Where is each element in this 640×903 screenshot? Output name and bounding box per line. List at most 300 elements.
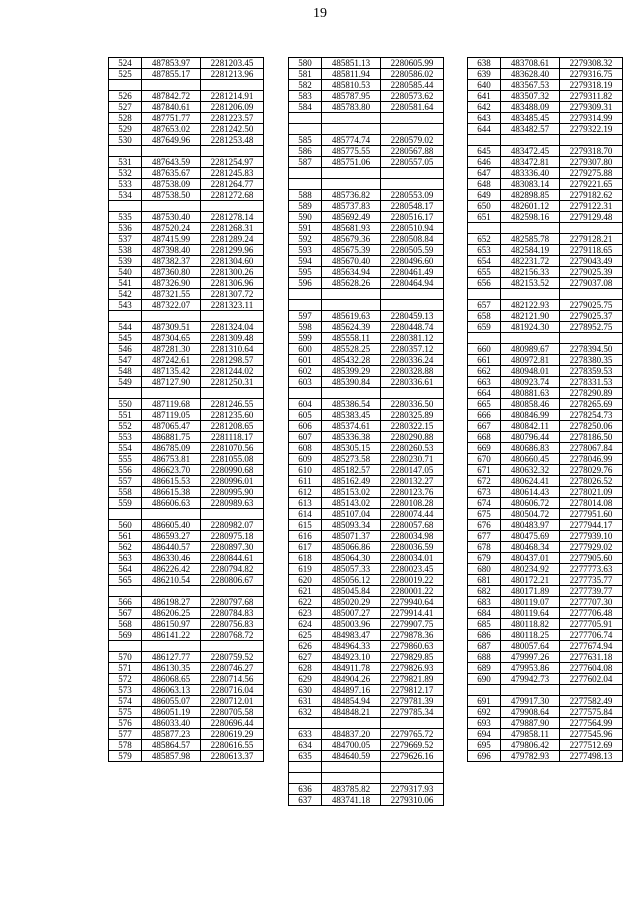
point-number-cell: 664 (468, 388, 501, 399)
y-coordinate-cell: 2279318.19 (560, 80, 623, 91)
x-coordinate-cell (322, 773, 381, 784)
y-coordinate-cell: 2280036.59 (381, 542, 444, 553)
y-coordinate-cell: 2278394.50 (560, 344, 623, 355)
x-coordinate-cell: 486033.40 (142, 718, 201, 729)
table-row (289, 256, 444, 267)
point-number-cell: 579 (109, 751, 142, 762)
x-coordinate-cell: 480614.43 (501, 487, 560, 498)
point-number-cell: 558 (109, 487, 142, 498)
point-number-cell: 628 (289, 663, 322, 674)
table-row (109, 179, 264, 190)
table-row (289, 740, 444, 751)
point-number-cell (289, 289, 322, 300)
table-row (109, 586, 264, 597)
y-coordinate-cell (201, 80, 264, 91)
table-row (468, 575, 623, 586)
point-number-cell: 560 (109, 520, 142, 531)
x-coordinate-cell (322, 718, 381, 729)
x-coordinate-cell: 486615.53 (142, 476, 201, 487)
table-row (468, 366, 623, 377)
x-coordinate-cell: 485783.80 (322, 102, 381, 113)
y-coordinate-cell: 2281213.96 (201, 69, 264, 80)
table-row (289, 322, 444, 333)
point-number-cell: 669 (468, 443, 501, 454)
table-row (468, 179, 623, 190)
point-number-cell: 576 (109, 718, 142, 729)
point-number-cell: 582 (289, 80, 322, 91)
point-number-cell (109, 388, 142, 399)
x-coordinate-cell: 484640.59 (322, 751, 381, 762)
table-row (109, 157, 264, 168)
table-row (109, 652, 264, 663)
y-coordinate-cell: 2280579.02 (381, 135, 444, 146)
point-number-cell: 574 (109, 696, 142, 707)
table-row (109, 399, 264, 410)
point-number-cell: 663 (468, 377, 501, 388)
table-row (109, 102, 264, 113)
x-coordinate-cell: 487321.55 (142, 289, 201, 300)
y-coordinate-cell: 2280995.90 (201, 487, 264, 498)
x-coordinate-cell: 485619.63 (322, 311, 381, 322)
x-coordinate-cell (322, 388, 381, 399)
table-row (109, 454, 264, 465)
y-coordinate-cell: 2277735.77 (560, 575, 623, 586)
y-coordinate-cell: 2277706.48 (560, 608, 623, 619)
table-row (289, 762, 444, 773)
table-row (109, 69, 264, 80)
point-number-cell: 653 (468, 245, 501, 256)
y-coordinate-cell: 2280496.60 (381, 256, 444, 267)
x-coordinate-cell: 487119.05 (142, 410, 201, 421)
point-number-cell (289, 388, 322, 399)
point-number-cell: 616 (289, 531, 322, 542)
x-coordinate-cell: 486226.42 (142, 564, 201, 575)
point-number-cell: 563 (109, 553, 142, 564)
table-row (289, 267, 444, 278)
table-row (289, 344, 444, 355)
x-coordinate-cell: 480119.07 (501, 597, 560, 608)
point-number-cell: 672 (468, 476, 501, 487)
table-row (109, 718, 264, 729)
point-number-cell: 651 (468, 212, 501, 223)
y-coordinate-cell (381, 179, 444, 190)
x-coordinate-cell: 487842.72 (142, 91, 201, 102)
x-coordinate-cell: 485093.34 (322, 520, 381, 531)
y-coordinate-cell: 2280573.62 (381, 91, 444, 102)
y-coordinate-cell: 2279317.93 (381, 784, 444, 795)
x-coordinate-cell: 483488.09 (501, 102, 560, 113)
point-number-cell: 650 (468, 201, 501, 212)
table-row (468, 740, 623, 751)
table-row (289, 641, 444, 652)
y-coordinate-cell: 2279316.75 (560, 69, 623, 80)
point-number-cell: 688 (468, 652, 501, 663)
y-coordinate-cell: 2278359.53 (560, 366, 623, 377)
x-coordinate-cell: 485751.06 (322, 157, 381, 168)
point-number-cell: 690 (468, 674, 501, 685)
table-row (468, 146, 623, 157)
coordinate-table-3 (467, 57, 623, 762)
x-coordinate-cell: 485056.12 (322, 575, 381, 586)
x-coordinate-cell (142, 80, 201, 91)
table-row (109, 234, 264, 245)
x-coordinate-cell: 486068.65 (142, 674, 201, 685)
y-coordinate-cell: 2279310.06 (381, 795, 444, 806)
point-number-cell: 603 (289, 377, 322, 388)
point-number-cell: 696 (468, 751, 501, 762)
table-row (468, 333, 623, 344)
y-coordinate-cell: 2279785.34 (381, 707, 444, 718)
y-coordinate-cell: 2280996.01 (201, 476, 264, 487)
table-row (289, 531, 444, 542)
y-coordinate-cell: 2281299.96 (201, 245, 264, 256)
table-row (289, 69, 444, 80)
y-coordinate-cell: 2277498.13 (560, 751, 623, 762)
y-coordinate-cell (381, 388, 444, 399)
y-coordinate-cell: 2280990.68 (201, 465, 264, 476)
x-coordinate-cell: 487538.09 (142, 179, 201, 190)
table-row (468, 751, 623, 762)
y-coordinate-cell: 2279307.80 (560, 157, 623, 168)
point-number-cell: 543 (109, 300, 142, 311)
table-row (109, 311, 264, 322)
table-row (468, 223, 623, 234)
point-number-cell: 527 (109, 102, 142, 113)
x-coordinate-cell: 480923.74 (501, 377, 560, 388)
point-number-cell: 622 (289, 597, 322, 608)
table-row (468, 476, 623, 487)
x-coordinate-cell: 485390.84 (322, 377, 381, 388)
y-coordinate-cell: 2281298.57 (201, 355, 264, 366)
y-coordinate-cell: 2281118.17 (201, 432, 264, 443)
table-row (109, 641, 264, 652)
y-coordinate-cell: 2278046.99 (560, 454, 623, 465)
x-coordinate-cell: 486127.77 (142, 652, 201, 663)
point-number-cell: 552 (109, 421, 142, 432)
y-coordinate-cell: 2279025.39 (560, 267, 623, 278)
x-coordinate-cell: 485681.93 (322, 223, 381, 234)
point-number-cell: 673 (468, 487, 501, 498)
table-row (109, 322, 264, 333)
table-row (468, 168, 623, 179)
point-number-cell: 566 (109, 597, 142, 608)
table-row (109, 685, 264, 696)
y-coordinate-cell: 2280034.01 (381, 553, 444, 564)
x-coordinate-cell: 487653.02 (142, 124, 201, 135)
table-row (468, 641, 623, 652)
table-row (468, 432, 623, 443)
x-coordinate-cell: 479782.93 (501, 751, 560, 762)
y-coordinate-cell: 2277939.10 (560, 531, 623, 542)
point-number-cell: 555 (109, 454, 142, 465)
point-number-cell: 604 (289, 399, 322, 410)
x-coordinate-cell: 482153.52 (501, 278, 560, 289)
x-coordinate-cell: 485624.39 (322, 322, 381, 333)
point-number-cell: 656 (468, 278, 501, 289)
y-coordinate-cell: 2280461.49 (381, 267, 444, 278)
y-coordinate-cell: 2280328.88 (381, 366, 444, 377)
x-coordinate-cell: 485003.96 (322, 619, 381, 630)
point-number-cell: 583 (289, 91, 322, 102)
table-row (289, 157, 444, 168)
y-coordinate-cell: 2281272.68 (201, 190, 264, 201)
table-row (289, 311, 444, 322)
x-coordinate-cell: 485066.86 (322, 542, 381, 553)
point-number-cell: 679 (468, 553, 501, 564)
y-coordinate-cell: 2280510.94 (381, 223, 444, 234)
y-coordinate-cell: 2277575.84 (560, 707, 623, 718)
y-coordinate-cell (381, 113, 444, 124)
x-coordinate-cell (142, 388, 201, 399)
point-number-cell (468, 685, 501, 696)
y-coordinate-cell: 2277706.74 (560, 630, 623, 641)
y-coordinate-cell: 2280459.13 (381, 311, 444, 322)
table-row (468, 718, 623, 729)
x-coordinate-cell: 487326.90 (142, 278, 201, 289)
point-number-cell: 547 (109, 355, 142, 366)
table-row (468, 674, 623, 685)
table-row (289, 674, 444, 685)
point-number-cell: 536 (109, 223, 142, 234)
x-coordinate-cell: 483785.82 (322, 784, 381, 795)
x-coordinate-cell: 486330.46 (142, 553, 201, 564)
coordinate-table-1 (108, 57, 264, 762)
x-coordinate-cell: 487840.61 (142, 102, 201, 113)
x-coordinate-cell: 487398.40 (142, 245, 201, 256)
table-row (289, 443, 444, 454)
table-row (109, 740, 264, 751)
table-row (468, 355, 623, 366)
table-row (109, 476, 264, 487)
point-number-cell: 649 (468, 190, 501, 201)
table-row (109, 333, 264, 344)
y-coordinate-cell: 2279781.39 (381, 696, 444, 707)
x-coordinate-cell: 487281.30 (142, 344, 201, 355)
table-row (289, 245, 444, 256)
y-coordinate-cell: 2278014.08 (560, 498, 623, 509)
x-coordinate-cell (322, 179, 381, 190)
table-row (468, 58, 623, 69)
x-coordinate-cell: 486210.54 (142, 575, 201, 586)
x-coordinate-cell: 485071.37 (322, 531, 381, 542)
x-coordinate-cell (501, 135, 560, 146)
x-coordinate-cell: 484911.78 (322, 663, 381, 674)
y-coordinate-cell: 2281242.50 (201, 124, 264, 135)
y-coordinate-cell: 2280806.67 (201, 575, 264, 586)
table-row (468, 531, 623, 542)
point-number-cell: 584 (289, 102, 322, 113)
point-number-cell: 591 (289, 223, 322, 234)
point-number-cell: 565 (109, 575, 142, 586)
table-row (289, 696, 444, 707)
point-number-cell: 683 (468, 597, 501, 608)
x-coordinate-cell: 486063.13 (142, 685, 201, 696)
x-coordinate-cell: 479806.42 (501, 740, 560, 751)
y-coordinate-cell: 2277512.69 (560, 740, 623, 751)
point-number-cell: 684 (468, 608, 501, 619)
point-number-cell: 545 (109, 333, 142, 344)
point-number-cell: 532 (109, 168, 142, 179)
y-coordinate-cell: 2279309.31 (560, 102, 623, 113)
x-coordinate-cell: 485634.94 (322, 267, 381, 278)
x-coordinate-cell: 487322.07 (142, 300, 201, 311)
point-number-cell: 602 (289, 366, 322, 377)
table-row (289, 58, 444, 69)
y-coordinate-cell: 2280975.18 (201, 531, 264, 542)
table-row (109, 630, 264, 641)
table-row (468, 443, 623, 454)
x-coordinate-cell: 487643.59 (142, 157, 201, 168)
point-number-cell: 636 (289, 784, 322, 795)
table-row (468, 729, 623, 740)
y-coordinate-cell: 2279025.75 (560, 300, 623, 311)
point-number-cell: 631 (289, 696, 322, 707)
y-coordinate-cell (560, 289, 623, 300)
y-coordinate-cell: 2280381.12 (381, 333, 444, 344)
point-number-cell: 609 (289, 454, 322, 465)
table-row (109, 663, 264, 674)
y-coordinate-cell: 2280616.55 (201, 740, 264, 751)
x-coordinate-cell: 485628.26 (322, 278, 381, 289)
y-coordinate-cell: 2280123.76 (381, 487, 444, 498)
point-number-cell: 572 (109, 674, 142, 685)
table-row (468, 696, 623, 707)
table-row (468, 487, 623, 498)
table-row (468, 652, 623, 663)
point-number-cell: 564 (109, 564, 142, 575)
y-coordinate-cell: 2280759.52 (201, 652, 264, 663)
table-row (289, 300, 444, 311)
point-number-cell: 526 (109, 91, 142, 102)
y-coordinate-cell: 2280553.09 (381, 190, 444, 201)
table-row (289, 597, 444, 608)
point-number-cell: 594 (289, 256, 322, 267)
point-number-cell: 641 (468, 91, 501, 102)
y-coordinate-cell: 2280585.44 (381, 80, 444, 91)
x-coordinate-cell: 480881.63 (501, 388, 560, 399)
table-row (289, 377, 444, 388)
table-row (468, 124, 623, 135)
table-row (289, 388, 444, 399)
point-number-cell: 535 (109, 212, 142, 223)
point-number-cell: 625 (289, 630, 322, 641)
x-coordinate-cell: 479942.73 (501, 674, 560, 685)
table-row (109, 344, 264, 355)
point-number-cell: 633 (289, 729, 322, 740)
point-number-cell (289, 718, 322, 729)
x-coordinate-cell: 487309.51 (142, 322, 201, 333)
y-coordinate-cell: 2281214.91 (201, 91, 264, 102)
point-number-cell: 687 (468, 641, 501, 652)
table-row (468, 289, 623, 300)
point-number-cell: 550 (109, 399, 142, 410)
table-row (109, 608, 264, 619)
y-coordinate-cell: 2280448.74 (381, 322, 444, 333)
table-row (468, 190, 623, 201)
y-coordinate-cell: 2280023.45 (381, 564, 444, 575)
y-coordinate-cell: 2280794.82 (201, 564, 264, 575)
table-row (289, 795, 444, 806)
x-coordinate-cell: 479917.30 (501, 696, 560, 707)
x-coordinate-cell: 479858.11 (501, 729, 560, 740)
table-row (289, 619, 444, 630)
point-number-cell: 587 (289, 157, 322, 168)
y-coordinate-cell: 2278254.73 (560, 410, 623, 421)
table-row (109, 432, 264, 443)
point-number-cell: 614 (289, 509, 322, 520)
point-number-cell: 662 (468, 366, 501, 377)
y-coordinate-cell: 2280074.44 (381, 509, 444, 520)
table-row (109, 135, 264, 146)
x-coordinate-cell: 485007.27 (322, 608, 381, 619)
point-number-cell: 524 (109, 58, 142, 69)
table-row (109, 619, 264, 630)
table-row (468, 234, 623, 245)
x-coordinate-cell: 483567.53 (501, 80, 560, 91)
point-number-cell: 577 (109, 729, 142, 740)
y-coordinate-cell: 2279322.19 (560, 124, 623, 135)
point-number-cell: 666 (468, 410, 501, 421)
table-row (109, 509, 264, 520)
table-row (289, 773, 444, 784)
x-coordinate-cell: 485787.95 (322, 91, 381, 102)
y-coordinate-cell: 2281245.83 (201, 168, 264, 179)
x-coordinate-cell (322, 300, 381, 311)
x-coordinate-cell: 483472.81 (501, 157, 560, 168)
x-coordinate-cell: 480989.67 (501, 344, 560, 355)
point-number-cell: 638 (468, 58, 501, 69)
y-coordinate-cell: 2280581.64 (381, 102, 444, 113)
point-number-cell: 639 (468, 69, 501, 80)
point-number-cell: 533 (109, 179, 142, 190)
y-coordinate-cell: 2279221.65 (560, 179, 623, 190)
y-coordinate-cell: 2281309.48 (201, 333, 264, 344)
point-number-cell: 569 (109, 630, 142, 641)
x-coordinate-cell: 487135.42 (142, 366, 201, 377)
table-row (468, 520, 623, 531)
table-row (289, 564, 444, 575)
table-row (109, 212, 264, 223)
point-number-cell: 671 (468, 465, 501, 476)
point-number-cell: 621 (289, 586, 322, 597)
y-coordinate-cell: 2281324.04 (201, 322, 264, 333)
y-coordinate-cell: 2281268.31 (201, 223, 264, 234)
table-row (468, 553, 623, 564)
x-coordinate-cell: 483336.40 (501, 168, 560, 179)
x-coordinate-cell: 482121.90 (501, 311, 560, 322)
y-coordinate-cell: 2281253.48 (201, 135, 264, 146)
point-number-cell: 645 (468, 146, 501, 157)
y-coordinate-cell: 2278250.06 (560, 421, 623, 432)
x-coordinate-cell: 482898.85 (501, 190, 560, 201)
x-coordinate-cell: 481924.30 (501, 322, 560, 333)
point-number-cell: 596 (289, 278, 322, 289)
point-number-cell: 615 (289, 520, 322, 531)
x-coordinate-cell: 484837.20 (322, 729, 381, 740)
point-number-cell: 561 (109, 531, 142, 542)
table-row (109, 674, 264, 685)
y-coordinate-cell: 2281246.55 (201, 399, 264, 410)
table-row (109, 80, 264, 91)
y-coordinate-cell: 2281244.02 (201, 366, 264, 377)
y-coordinate-cell: 2277564.99 (560, 718, 623, 729)
point-number-cell (468, 289, 501, 300)
y-coordinate-cell: 2278331.53 (560, 377, 623, 388)
table-row (468, 399, 623, 410)
point-number-cell: 540 (109, 267, 142, 278)
table-row (468, 685, 623, 696)
table-row (468, 465, 623, 476)
